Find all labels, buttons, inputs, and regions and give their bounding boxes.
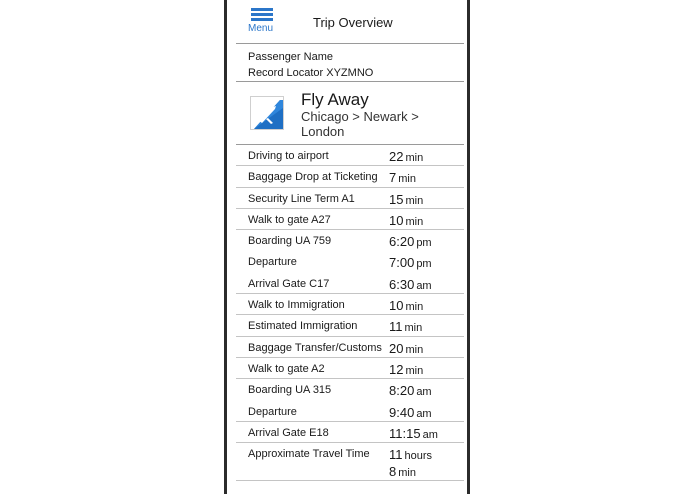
app-header (236, 0, 464, 44)
row-label: Boarding UA 315 (248, 384, 332, 397)
timeline-row (236, 145, 464, 166)
row-value: 10 min (389, 298, 424, 314)
row-value: 11 min (389, 319, 423, 335)
total-label: Approximate Travel Time (248, 448, 370, 461)
passenger-info (236, 44, 464, 82)
hamburger-menu-icon (251, 8, 273, 21)
row-label: Departure (248, 256, 297, 269)
timeline-row (236, 273, 464, 294)
timeline-row (236, 251, 464, 272)
trip-route: Chicago > Newark > London (301, 109, 419, 139)
row-label: Driving to airport (248, 150, 329, 162)
row-label: Security Line Term A1 (248, 192, 355, 205)
row-label: Walk to gate A2 (248, 362, 325, 375)
row-value: 22 min (389, 149, 424, 164)
row-value: 12 min (389, 361, 424, 377)
row-value: 9:40 am (389, 404, 432, 420)
passenger-name: Passenger Name (248, 51, 333, 63)
timeline-row (236, 315, 464, 336)
phone-frame (224, 0, 470, 494)
airplane-logo-icon (250, 96, 284, 130)
row-label: Arrival Gate C17 (248, 277, 330, 290)
record-locator: Record Locator XYZMNO (248, 67, 374, 79)
timeline-row (236, 422, 464, 443)
timeline-row (236, 230, 464, 251)
menu-button[interactable] (248, 8, 276, 36)
row-value: 6:30 am (389, 276, 432, 292)
timeline-row (236, 401, 464, 422)
row-label: Arrival Gate E18 (248, 426, 329, 439)
trip-title: Fly Away (301, 90, 369, 109)
timeline-row (236, 188, 464, 209)
row-label: Departure (248, 405, 297, 418)
row-value: 11:15 am (389, 425, 438, 441)
row-label: Boarding UA 759 (248, 235, 332, 248)
timeline-row (236, 294, 464, 315)
row-value: 20 min (389, 340, 424, 356)
timeline-row (236, 166, 464, 187)
timeline-row (236, 358, 464, 379)
timeline-row (236, 379, 464, 400)
row-value: 7 min (389, 170, 416, 186)
row-label: Baggage Transfer/Customs (248, 341, 382, 354)
row-value: 8:20 am (389, 383, 432, 399)
row-value: 6:20 pm (389, 234, 432, 250)
timeline-row (236, 337, 464, 358)
row-label: Walk to gate A27 (248, 213, 331, 226)
row-value: 15 min (389, 191, 424, 207)
row-label: Walk to Immigration (248, 299, 345, 312)
row-label: Estimated Immigration (248, 320, 358, 333)
row-value: 10 min (389, 212, 424, 228)
trip-overview-screen (236, 0, 464, 481)
timeline-list (236, 145, 464, 481)
total-travel-time-row (236, 443, 464, 481)
trip-summary (236, 82, 464, 145)
total-minutes: 8 min (389, 464, 416, 480)
menu-label: Menu (248, 23, 274, 34)
row-value: 7:00 pm (389, 255, 432, 271)
page-title: Trip Overview (313, 15, 393, 30)
total-hours: 11 hours (389, 447, 433, 463)
row-label: Baggage Drop at Ticketing (248, 171, 378, 184)
timeline-row (236, 209, 464, 230)
